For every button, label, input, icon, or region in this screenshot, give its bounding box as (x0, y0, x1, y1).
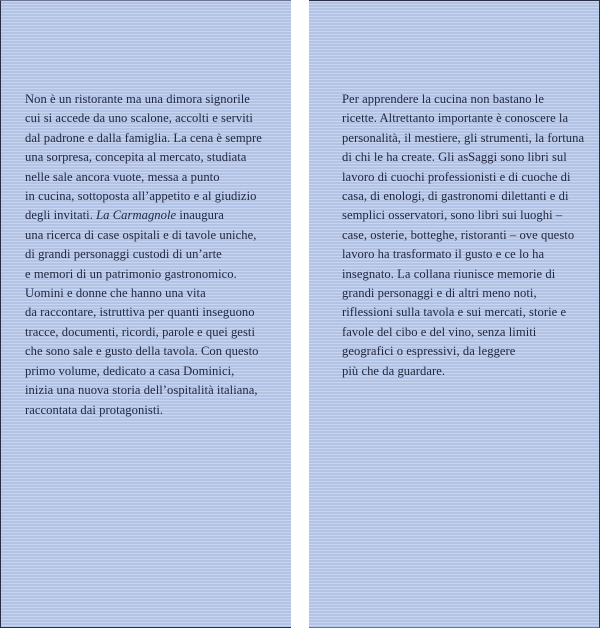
text-line: Uomini e donne che hanno una vita (25, 286, 206, 301)
text-line: in cucina, sottoposta all’appetito e al giudizio (25, 189, 257, 204)
text-line: ricette. Altrettanto importante è conoscere la (342, 111, 569, 126)
text-line: nelle sale ancora vuote, messa a punto (25, 169, 220, 184)
text-line: più che da guardare. (342, 363, 446, 378)
text-line: geografici o espressivi, da leggere (342, 344, 516, 359)
page-gutter (291, 0, 309, 628)
text-line: da raccontare, istruttiva per quanti inseguono (25, 305, 255, 320)
right-page-text (342, 90, 597, 381)
text-line: Per apprendere la cucina non bastano le (342, 92, 544, 106)
text-line-with-title (25, 206, 287, 225)
text-line: insegnato. La collana riunisce memorie di (342, 266, 556, 281)
text-line: una ricerca di case ospitali e di tavole uniche, (25, 227, 257, 242)
text-line: Non è un ristorante ma una dimora signorile (25, 92, 250, 106)
text-fragment: inaugura (179, 208, 224, 223)
text-fragment: degli invitati. (25, 208, 93, 223)
book-title: La Carmagnole (96, 208, 177, 223)
left-page-text (25, 90, 287, 420)
text-line: personalità, il mestiere, gli strumenti, la fortuna (342, 130, 585, 145)
text-line: grandi personaggi e di altri meno noti, (342, 286, 537, 301)
text-line: di chi le ha create. Gli asSaggi sono libri sul (342, 150, 567, 165)
left-page (0, 0, 291, 628)
text-line: tracce, documenti, ricordi, parole e quei gesti (25, 324, 255, 339)
text-line: e memori di un patrimonio gastronomico. (25, 266, 237, 281)
text-line: case, osterie, botteghe, ristoranti – ove questo (342, 227, 575, 242)
text-line: raccontata dai protagonisti. (25, 402, 164, 417)
text-line: di grandi personaggi custodi di un’arte (25, 247, 222, 262)
text-line: riflessioni sulla tavola e sui mercati, storie e (342, 305, 567, 320)
right-page (309, 0, 600, 628)
text-line: dal padrone e dalla famiglia. La cena è sempre (25, 130, 262, 145)
text-line: una sorpresa, concepita al mercato, studiata (25, 150, 247, 165)
text-line: che sono sale e gusto della tavola. Con questo (25, 344, 259, 359)
text-line: inizia una nuova storia dell’ospitalità italiana, (25, 383, 258, 398)
text-line: casa, di enologi, di gastronomi dilettanti e di (342, 189, 569, 204)
text-line: semplici osservatori, sono libri sui luoghi – (342, 208, 563, 223)
text-line: lavoro di cuochi professionisti e di cuoche di (342, 169, 571, 184)
text-line: primo volume, dedicato a casa Dominici, (25, 363, 235, 378)
text-line: cui si accede da uno scalone, accolti e serviti (25, 111, 253, 126)
text-line: favole del cibo e del vino, senza limiti (342, 324, 537, 339)
text-line: lavoro ha trasformato il gusto e ce lo ha (342, 247, 545, 262)
